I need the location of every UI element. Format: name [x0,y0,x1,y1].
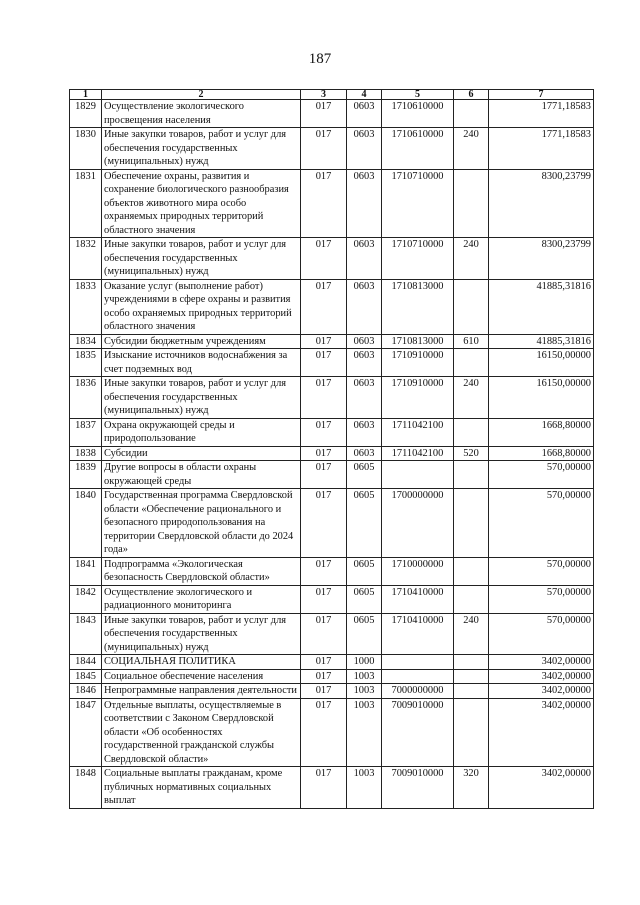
row-number: 1845 [70,669,102,684]
table-row [70,767,594,809]
expense-type-code [454,655,489,670]
table-row [70,334,594,349]
table-row [70,461,594,489]
row-amount: 570,00000 [489,557,594,585]
row-number: 1838 [70,446,102,461]
row-amount: 570,00000 [489,585,594,613]
row-name: Социальное обеспечение населения [102,669,301,684]
ministry-code: 017 [301,100,347,128]
row-amount: 3402,00000 [489,669,594,684]
row-amount: 3402,00000 [489,655,594,670]
row-name: Субсидии бюджетным учреждениям [102,334,301,349]
row-name: Отдельные выплаты, осуществляемые в соответствии с Законом Свердловской области «Об особенностях государственной гражданской службы Свердловской области» [102,698,301,767]
row-number: 1836 [70,377,102,419]
ministry-code: 017 [301,377,347,419]
row-amount: 570,00000 [489,489,594,558]
section-code: 0603 [347,349,382,377]
ministry-code: 017 [301,684,347,699]
row-amount: 41885,31816 [489,279,594,334]
row-amount: 570,00000 [489,461,594,489]
expense-type-code [454,585,489,613]
target-code [382,461,454,489]
expense-type-code [454,684,489,699]
row-amount: 1668,80000 [489,446,594,461]
row-amount: 41885,31816 [489,334,594,349]
ministry-code: 017 [301,585,347,613]
ministry-code: 017 [301,613,347,655]
table-row [70,128,594,170]
expense-type-code [454,169,489,238]
expense-type-code [454,279,489,334]
target-code: 1710910000 [382,377,454,419]
expense-type-code [454,669,489,684]
row-number: 1832 [70,238,102,280]
target-code: 7000000000 [382,684,454,699]
table-header [70,90,594,100]
ministry-code: 017 [301,655,347,670]
section-code: 0605 [347,489,382,558]
ministry-code: 017 [301,767,347,809]
table-row [70,698,594,767]
target-code: 1710813000 [382,279,454,334]
section-code: 0605 [347,557,382,585]
row-amount: 8300,23799 [489,169,594,238]
row-name: Иные закупки товаров, работ и услуг для обеспечения государственных (муниципальных) нужд [102,128,301,170]
row-number: 1839 [70,461,102,489]
target-code: 1710910000 [382,349,454,377]
target-code: 7009010000 [382,767,454,809]
section-code: 0603 [347,418,382,446]
row-number: 1844 [70,655,102,670]
table-row [70,418,594,446]
row-name: Иные закупки товаров, работ и услуг для обеспечения государственных (муниципальных) нужд [102,613,301,655]
column-header: 3 [301,90,347,100]
expense-type-code: 610 [454,334,489,349]
target-code: 1711042100 [382,418,454,446]
ministry-code: 017 [301,169,347,238]
column-header: 4 [347,90,382,100]
ministry-code: 017 [301,669,347,684]
section-code: 0603 [347,446,382,461]
row-name: Субсидии [102,446,301,461]
row-number: 1833 [70,279,102,334]
expense-type-code [454,461,489,489]
expense-type-code [454,489,489,558]
ministry-code: 017 [301,349,347,377]
row-number: 1830 [70,128,102,170]
expense-type-code [454,557,489,585]
header-row [70,90,594,100]
section-code: 0603 [347,128,382,170]
column-header: 2 [102,90,301,100]
ministry-code: 017 [301,334,347,349]
ministry-code: 017 [301,461,347,489]
section-code: 0603 [347,334,382,349]
row-name: Другие вопросы в области охраны окружающей среды [102,461,301,489]
table-row [70,377,594,419]
column-header: 5 [382,90,454,100]
row-number: 1835 [70,349,102,377]
table-row [70,613,594,655]
expense-type-code [454,349,489,377]
row-number: 1840 [70,489,102,558]
row-name: Осуществление экологического просвещения населения [102,100,301,128]
row-amount: 16150,00000 [489,377,594,419]
row-name: Оказание услуг (выполнение работ) учреждениями в сфере охраны и развития особо охраняемых природных территорий областного значения [102,279,301,334]
ministry-code: 017 [301,238,347,280]
table-row [70,238,594,280]
ministry-code: 017 [301,128,347,170]
section-code: 1003 [347,698,382,767]
row-amount: 1771,18583 [489,128,594,170]
table-row [70,169,594,238]
row-amount: 3402,00000 [489,767,594,809]
target-code: 1711042100 [382,446,454,461]
ministry-code: 017 [301,698,347,767]
row-number: 1842 [70,585,102,613]
row-amount: 3402,00000 [489,698,594,767]
table-row [70,100,594,128]
section-code: 0603 [347,279,382,334]
column-header: 7 [489,90,594,100]
row-number: 1829 [70,100,102,128]
row-amount: 8300,23799 [489,238,594,280]
row-name: Осуществление экологического и радиационного мониторинга [102,585,301,613]
row-name: Социальные выплаты гражданам, кроме публичных нормативных социальных выплат [102,767,301,809]
row-number: 1834 [70,334,102,349]
target-code [382,655,454,670]
ministry-code: 017 [301,557,347,585]
row-number: 1848 [70,767,102,809]
table-body [70,100,594,809]
target-code: 7009010000 [382,698,454,767]
row-amount: 1771,18583 [489,100,594,128]
section-code: 0603 [347,377,382,419]
row-number: 1847 [70,698,102,767]
section-code: 0603 [347,100,382,128]
expense-type-code [454,418,489,446]
ministry-code: 017 [301,418,347,446]
row-name: Государственная программа Свердловской области «Обеспечение рационального и безопасного природопользования на территории Свердловской области до 2024 года» [102,489,301,558]
column-header: 1 [70,90,102,100]
table-row [70,684,594,699]
target-code: 1710710000 [382,169,454,238]
row-name: Иные закупки товаров, работ и услуг для обеспечения государственных (муниципальных) нужд [102,377,301,419]
target-code: 1710610000 [382,100,454,128]
expense-type-code: 240 [454,238,489,280]
table-row [70,489,594,558]
section-code: 1000 [347,655,382,670]
section-code: 0605 [347,585,382,613]
ministry-code: 017 [301,489,347,558]
table-row [70,349,594,377]
expense-type-code [454,100,489,128]
expense-type-code [454,698,489,767]
target-code: 1710000000 [382,557,454,585]
row-number: 1831 [70,169,102,238]
target-code: 1710410000 [382,585,454,613]
row-amount: 1668,80000 [489,418,594,446]
section-code: 0605 [347,461,382,489]
row-number: 1843 [70,613,102,655]
table-row [70,655,594,670]
table-row [70,669,594,684]
ministry-code: 017 [301,446,347,461]
target-code: 1700000000 [382,489,454,558]
row-name: СОЦИАЛЬНАЯ ПОЛИТИКА [102,655,301,670]
row-name: Изыскание источников водоснабжения за счет подземных вод [102,349,301,377]
target-code: 1710410000 [382,613,454,655]
row-name: Иные закупки товаров, работ и услуг для обеспечения государственных (муниципальных) нужд [102,238,301,280]
expense-type-code: 240 [454,613,489,655]
expense-type-code: 320 [454,767,489,809]
row-number: 1837 [70,418,102,446]
expense-type-code: 240 [454,128,489,170]
target-code: 1710710000 [382,238,454,280]
section-code: 0603 [347,238,382,280]
target-code [382,669,454,684]
row-name: Подпрограмма «Экологическая безопасность Свердловской области» [102,557,301,585]
budget-table [69,89,594,809]
table-row [70,585,594,613]
target-code: 1710813000 [382,334,454,349]
table-row [70,446,594,461]
section-code: 1003 [347,767,382,809]
row-number: 1841 [70,557,102,585]
row-name: Непрограммные направления деятельности [102,684,301,699]
table-row [70,557,594,585]
section-code: 0603 [347,169,382,238]
target-code: 1710610000 [382,128,454,170]
row-amount: 570,00000 [489,613,594,655]
row-amount: 3402,00000 [489,684,594,699]
ministry-code: 017 [301,279,347,334]
expense-type-code: 520 [454,446,489,461]
row-name: Охрана окружающей среды и природопользование [102,418,301,446]
column-header: 6 [454,90,489,100]
page-number: 187 [308,51,332,67]
row-name: Обеспечение охраны, развития и сохранение биологического разнообразия объектов животного мира особо охраняемых природных территорий областного значения [102,169,301,238]
expense-type-code: 240 [454,377,489,419]
section-code: 0605 [347,613,382,655]
section-code: 1003 [347,669,382,684]
table-row [70,279,594,334]
row-amount: 16150,00000 [489,349,594,377]
section-code: 1003 [347,684,382,699]
row-number: 1846 [70,684,102,699]
